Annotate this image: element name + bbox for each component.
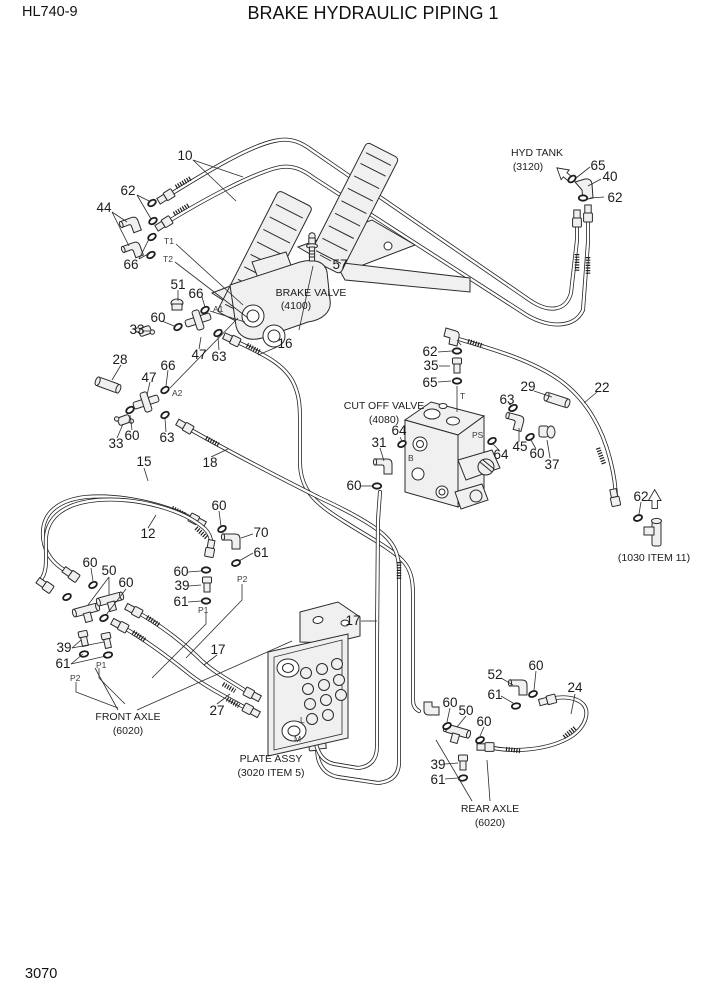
callout: 61 [55,656,71,671]
cross-47 [131,388,162,415]
callout: 61 [253,545,269,560]
callout: 66 [188,286,204,301]
hose-fitting [584,205,593,222]
hose-fitting [222,332,241,347]
hose-fitting [35,577,54,594]
callout: 61 [430,772,446,787]
port-label: P1 [96,660,107,670]
callout: 44 [96,200,112,215]
callout: 28 [112,352,128,367]
callout: 50 [458,703,474,718]
callout: 12 [140,526,156,541]
hose-fitting [573,210,582,227]
port-label: M [294,734,302,744]
port-label: T [460,391,466,401]
callout: 39 [174,578,190,593]
callout: 17 [210,642,226,657]
nipple-39 [78,630,90,647]
callout: 33 [129,322,145,337]
nipple-35 [453,358,462,373]
callout: 15 [136,454,152,469]
nipple-39 [101,632,113,649]
label-tee-1030-ref: (1030 ITEM 11) [617,552,691,564]
elbow-31 [373,459,392,474]
callout: 31 [371,435,387,450]
callout: 64 [391,423,407,438]
callout: 60 [124,428,140,443]
callout: 61 [173,594,189,609]
nipple-39 [459,755,468,770]
callout: 22 [594,380,610,395]
label-hyd-tank: HYD TANK [510,147,564,159]
callout: 60 [150,310,166,325]
hose-17-front [124,602,262,702]
page-number: 3070 [25,966,58,982]
callout: 37 [544,457,560,472]
callout: 62 [633,489,649,504]
hose-fitting [204,539,216,557]
port-label: P2 [237,574,248,584]
callout: 47 [191,347,207,362]
port-label: A2 [172,388,183,398]
label-cut-off-valve-ref: (4080) [368,414,400,426]
callout: 16 [277,336,293,351]
hose-fitting [609,488,621,506]
model-code: HL740-9 [22,4,78,20]
callout: 62 [607,190,623,205]
elbow-52 [508,680,527,695]
label-plate-assy-ref: (3020 ITEM 5) [237,767,305,779]
elbow-45 [503,412,525,431]
flow-arrow-icon [648,490,661,509]
hose-fitting [477,743,494,752]
callout: 60 [528,658,544,673]
callout: 60 [173,564,189,579]
hose-fitting [156,189,175,205]
callout: 50 [101,563,117,578]
label-rear-axle-ref: (6020) [474,817,506,829]
callout: 60 [118,575,134,590]
hose-fitting [538,694,557,707]
port-label: T1 [164,236,174,246]
label-front-axle: FRONT AXLE [95,711,161,723]
callout: 17 [345,613,361,628]
elbow-70 [221,534,240,549]
label-plate-assy: PLATE ASSY [239,753,303,765]
callout: 47 [141,370,157,385]
page-title: BRAKE HYDRAULIC PIPING 1 [247,3,499,23]
port-label: L [300,715,305,725]
fittings-top-left [119,216,214,340]
callout: 24 [567,680,583,695]
hose-fitting [61,566,80,583]
adapter-28 [94,376,122,393]
label-hyd-tank-ref: (3120) [512,161,544,173]
label-brake-valve-ref: (4100) [280,300,312,312]
hose-fitting [243,687,262,703]
callout: 57 [332,257,348,272]
callout: 61 [487,687,503,702]
port-label: P1 [198,605,209,615]
label-cut-off-valve: CUT OFF VALVE [343,400,425,412]
callout: 66 [160,358,176,373]
hose-fitting [124,602,143,618]
callout: 33 [108,436,124,451]
label-rear-axle: REAR AXLE [460,803,520,815]
callout: 64 [493,447,509,462]
nipple-39 [203,577,212,592]
callout: 63 [211,349,227,364]
callout: 60 [442,695,458,710]
label-brake-valve: BRAKE VALVE [275,287,347,299]
callout: 40 [602,169,618,184]
callout: 63 [499,392,515,407]
callout: 10 [177,148,193,163]
port-label: T2 [163,254,173,264]
callout: 60 [346,478,362,493]
cut-off-valve-body [405,402,500,509]
callout: 51 [170,277,186,292]
cap-51 [172,304,182,310]
port-label: B [408,453,414,463]
plug-37 [547,426,555,438]
port-label: PS [472,430,484,440]
callout: 18 [202,455,218,470]
callout: 39 [430,757,446,772]
callout: 70 [253,525,269,540]
hose-fitting [242,703,261,719]
hose-fitting [175,418,194,434]
elbow-fitting [424,702,439,715]
callout: 63 [159,430,175,445]
callout: 29 [520,379,536,394]
callout: 62 [120,183,136,198]
elbow-fitting [444,328,459,346]
callout: 60 [529,446,545,461]
hose-fitting [110,617,129,633]
port-label: P2 [70,673,81,683]
callout: 65 [422,375,438,390]
callout: 27 [209,703,225,718]
callout: 65 [590,158,606,173]
callout: 60 [211,498,227,513]
adapter-29 [543,392,571,409]
hose-27 [110,617,261,718]
label-front-axle-ref: (6020) [112,725,144,737]
callout: 62 [422,344,438,359]
callout: 52 [487,667,503,682]
callout: 45 [512,439,528,454]
callout: 60 [476,714,492,729]
callout: 39 [56,640,72,655]
callout: 60 [82,555,98,570]
callout: 66 [123,257,139,272]
port-label: A1 [213,304,224,314]
callout: 35 [423,358,439,373]
